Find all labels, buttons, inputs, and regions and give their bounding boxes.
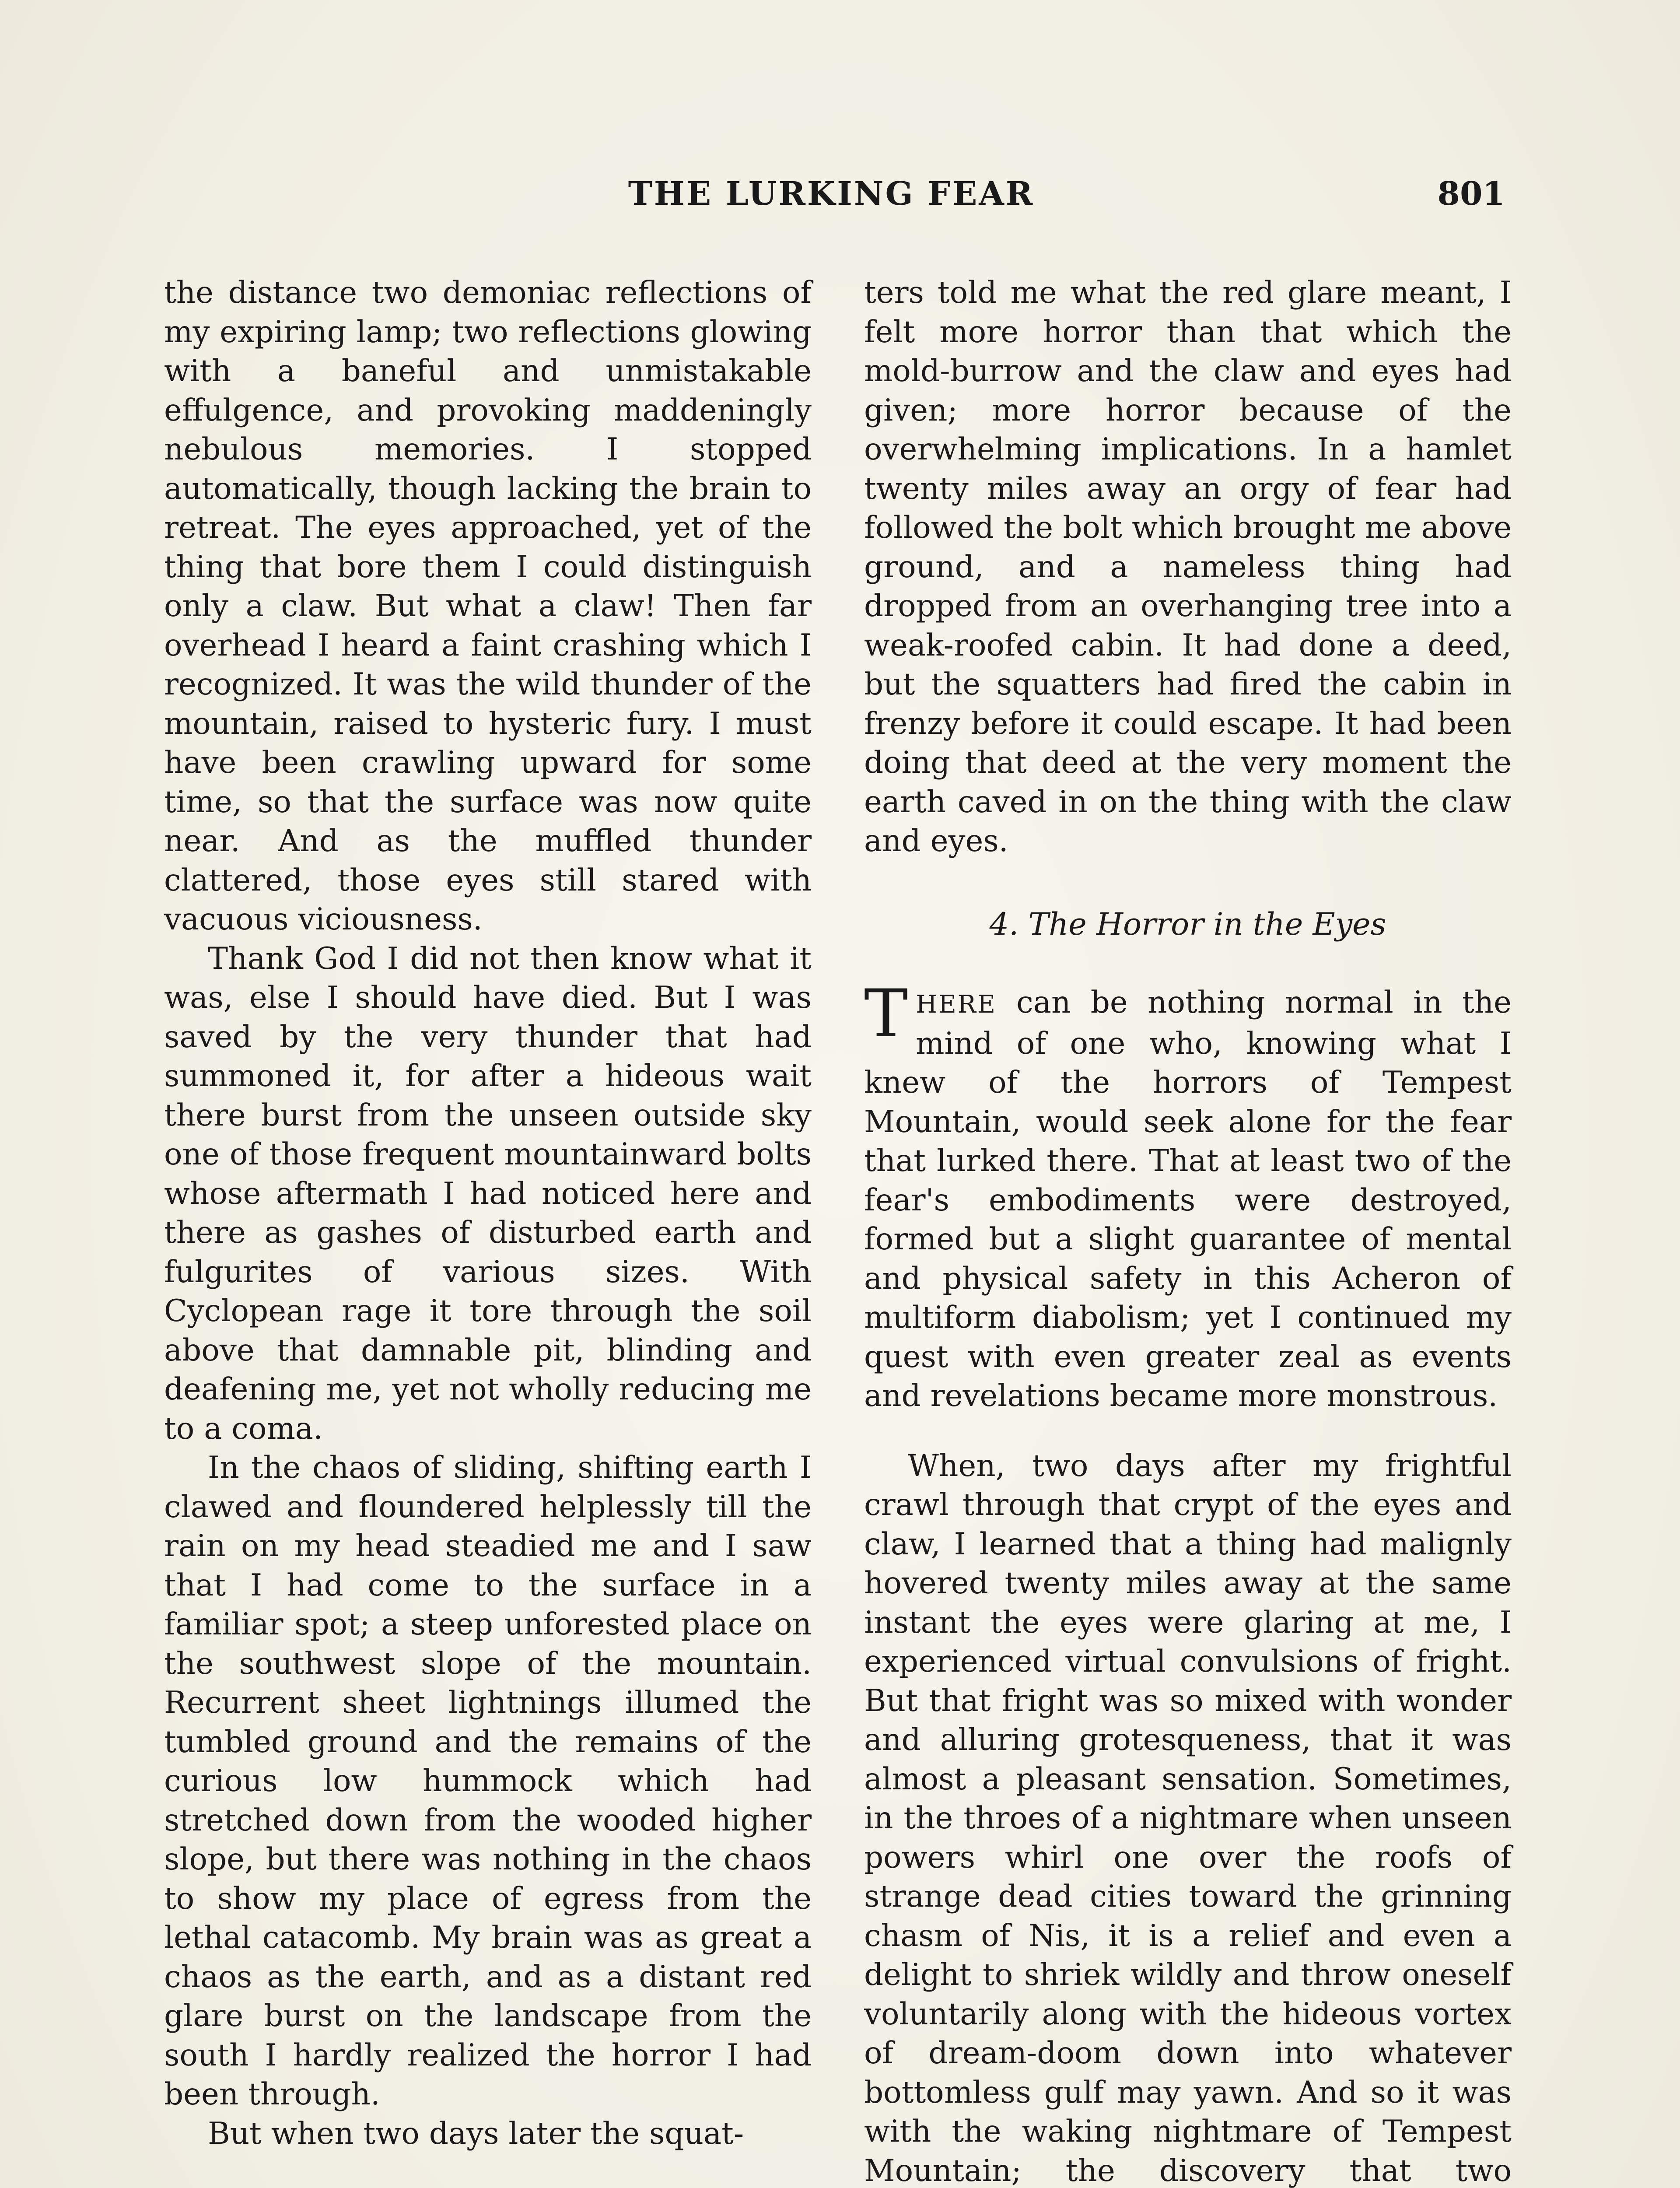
paragraph: But when two days later the squat-	[208, 2116, 744, 2151]
paragraph: When, two days after my frightful crawl through that crypt of the eyes and claw, I learned that a thing had malignly hovered twenty miles away at the same instant the eyes were glaring at me, I experienced virtual convulsions of fright. But that fright was so mixed with wonder and alluring grotesqueness, that it was almost a pleasant sensation. Sometimes, in the throes of a nightmare when unseen powers whirl one over the roofs of strange dead cities toward the grinning chasm of Nis, it is a relief and even a delight to shriek wildly and throw oneself voluntarily along with the hideous vortex of dream-doom down into whatever bottomless gulf may yawn. And so it was with the waking nightmare of Tempest Mountain; the discovery that two	[864, 1448, 1512, 2188]
section-heading: 4. The Horror in the Eyes	[989, 906, 1386, 942]
paragraph: Thank God I did not then know what it was, else I should have died. But I was saved by the very thunder that had summoned it, for after a hideous wait there burst from the unseen outside sky one of those frequent mountainward bolts whose aftermath I had noticed here and there as gashes of disturbed earth and fulgurites of various sizes. With Cyclopean rage it tore through the soil above that damnable pit, blinding and deafening me, yet not wholly reducing me to a coma.	[164, 941, 812, 1446]
paragraph-text: can be nothing normal in the mind of one who, knowing what I knew of the horrors of Tempest Mountain, would seek alone for the fear that lurked there. That at least two of the fear's embodiments were destroyed, formed but a slight guarantee of mental and physical safety in this Acheron of multiform diabolism; yet I continued my quest with even greater zeal as events and revelations became more monstrous.	[864, 985, 1512, 1413]
page-number: 801	[1437, 175, 1505, 213]
paragraph-with-drop-cap	[864, 976, 1512, 1416]
left-column	[164, 274, 812, 2153]
paragraph: ters told me what the red glare meant, I felt more horror than that which the mold-burrow and the claw and eyes had given; more horror because of the overwhelming implications. In a hamlet twenty miles away an orgy of fear had followed the bolt which brought me above ground, and a nameless thing had dropped from an overhanging tree into a weak-roofed cabin. It had done a deed, but the squatters had fired the cabin in frenzy before it could escape. It had been doing that deed at the very moment the earth caved in on the thing with the claw and eyes.	[864, 275, 1512, 859]
running-head	[158, 175, 1505, 228]
small-caps-lead: HERE	[916, 990, 997, 1019]
paragraph: In the chaos of sliding, shifting earth I clawed and floundered helplessly till the rain on my head steadied me and I saw that I had come to the surface in a familiar spot; a steep unforested place on the southwest slope of the mountain. Recurrent sheet lightnings illumed the tumbled ground and the remains of the curious low hummock which had stretched down from the wooded higher slope, but there was nothing in the chaos to show my place of egress from the lethal catacomb. My brain was as great a chaos as the earth, and as a distant red glare burst on the landscape from the south I hardly realized the horror I had been through.	[164, 1450, 812, 2112]
right-column	[864, 274, 1512, 2188]
paragraph: the distance two demoniac reflections of my expiring lamp; two reflections glowing with a baneful and unmistakable effulgence, and provoking maddeningly nebulous memories. I stopped automatically, though lacking the brain to retreat. The eyes approached, yet of the thing that bore them I could distinguish only a claw. But what a claw! Then far overhead I heard a faint crashing which I recognized. It was the wild thunder of the mountain, raised to hysteric fury. I must have been crawling upward for some time, so that the surface was now quite near. And as the muffled thunder clattered, those eyes still stared with vacuous viciousness.	[164, 275, 812, 937]
running-title: THE LURKING FEAR	[628, 175, 1035, 213]
paragraph-gap	[864, 1416, 1512, 1447]
drop-cap: T	[864, 976, 908, 1052]
